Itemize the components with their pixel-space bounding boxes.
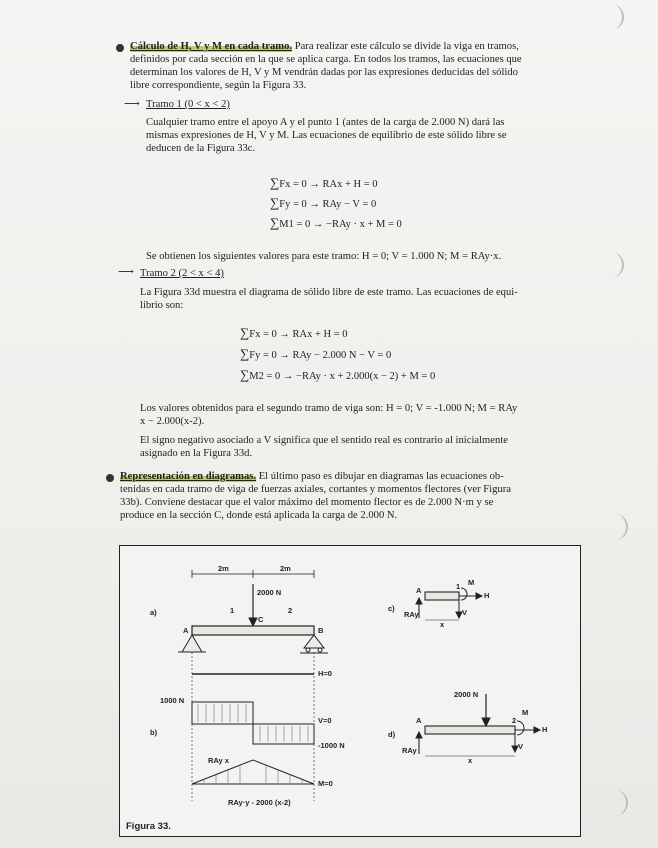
arrow-icon: ⟶ xyxy=(118,266,134,278)
fbd-label: M xyxy=(522,708,529,717)
tramo2-note: asignado en la Figura 33d. xyxy=(140,448,253,459)
point-label: C xyxy=(258,615,264,624)
tramo2-result: Los valores obtenidos para el segundo tramo de viga son: H = 0; V = -1.000 N; M = RAy xyxy=(140,403,518,414)
fbd-label: RAy xyxy=(404,610,419,619)
support-a xyxy=(182,635,202,652)
tramo1-title: Tramo 1 (0 < x < 2) xyxy=(146,99,230,110)
section1-heading: Cálculo de H, V y M en cada tramo. xyxy=(130,41,293,52)
section1-line: libre correspondiente, según la Figura 33. xyxy=(130,80,307,91)
figure-33 xyxy=(119,545,581,837)
point-label: 1 xyxy=(230,606,235,615)
section2-paragraph xyxy=(120,470,590,483)
tramo1-line: mismas expresiones de H, V y M. Las ecuaciones de equilibrio de este sólido libre se xyxy=(146,130,507,141)
fbd-c xyxy=(416,588,482,620)
fbd-label: A xyxy=(416,586,422,595)
section2-heading: Representación en diagramas. xyxy=(120,471,257,482)
section2-line: produce en la sección C, donde está aplicada la carga de 2.000 N. xyxy=(120,510,398,521)
tramo2-line: La Figura 33d muestra el diagrama de sólido libre de este tramo. Las ecuaciones de equi- xyxy=(140,287,518,298)
tramo1-equation: ∑M1 = 0 → −RAy · x + M = 0 xyxy=(270,215,402,230)
tramo2-equation: ∑M2 = 0 → −RAy · x + 2.000(x − 2) + M = 0 xyxy=(240,367,436,382)
diagram-label: M=0 xyxy=(318,779,333,788)
point-label: B xyxy=(318,626,324,635)
fbd-label: 1 xyxy=(456,582,461,591)
fbd-label: V xyxy=(462,608,468,617)
tramo2-line: librio son: xyxy=(140,300,184,311)
panel-label: a) xyxy=(150,608,157,617)
tramo2-note: El signo negativo asociado a V significa que el sentido real es contrario al inicialmente xyxy=(140,435,508,446)
load-label: 2000 N xyxy=(257,588,282,597)
section1-line: determinan los valores de H, V y M vendrán dadas por las expresiones deducidas del sólido xyxy=(130,67,518,78)
diagram-label: RAy x xyxy=(208,756,229,765)
fbd-label: x xyxy=(440,620,445,629)
dimension-label: 2m xyxy=(218,564,229,573)
shear-negative xyxy=(253,724,314,744)
fbd-label: 2 xyxy=(512,716,517,725)
point-label: 2 xyxy=(288,606,293,615)
binder-hole xyxy=(608,252,624,278)
support-b xyxy=(304,635,324,648)
panel-label: c) xyxy=(388,604,395,613)
fbd-label: H xyxy=(484,591,490,600)
diagram-label: V=0 xyxy=(318,716,332,725)
panel-label: d) xyxy=(388,730,396,739)
binder-hole xyxy=(612,790,628,816)
arrow-icon: ⟶ xyxy=(124,98,140,110)
diagram-label: H=0 xyxy=(318,669,332,678)
figure-caption: Figura 33. xyxy=(126,821,171,832)
shear-positive xyxy=(192,702,253,724)
tramo2-equation: ∑Fy = 0 → RAy − 2.000 N − V = 0 xyxy=(240,346,392,361)
tramo2-result: x − 2.000(x-2). xyxy=(140,416,205,427)
tramo1-equation: ∑Fy = 0 → RAy − V = 0 xyxy=(270,195,377,210)
fbd-label: V xyxy=(518,742,524,751)
tramo1-line: Cualquier tramo entre el apoyo A y el punto 1 (antes de la carga de 2.000 N) dará las xyxy=(146,117,505,128)
section2-line: 33b). Conviene destacar que el valor máximo del momento flector es de 2.000 N·m y se xyxy=(120,497,494,508)
fbd-label: H xyxy=(542,725,548,734)
section1-line: Para realizar este cálculo se divide la viga en tramos, xyxy=(294,41,519,52)
fbd-label: 2000 N xyxy=(454,690,479,699)
panel-label: b) xyxy=(150,728,158,737)
tramo1-line: deducen de la Figura 33c. xyxy=(146,143,256,154)
tramo2-equation: ∑Fx = 0 → RAx + H = 0 xyxy=(240,325,348,340)
fbd-label: M xyxy=(468,578,475,587)
bullet-icon xyxy=(106,474,114,482)
bullet-icon xyxy=(116,44,124,52)
beam-diagram xyxy=(120,546,580,836)
diagram-label: -1000 N xyxy=(318,741,345,750)
binder-hole xyxy=(612,514,628,540)
tramo2-title: Tramo 2 (2 < x < 4) xyxy=(140,268,224,279)
section1-paragraph xyxy=(130,40,590,53)
dimension-label: 2m xyxy=(280,564,291,573)
tramo1-result: Se obtienen los siguientes valores para este tramo: H = 0; V = 1.000 N; M = RAy·x. xyxy=(146,251,502,262)
diagram-label: 1000 N xyxy=(160,696,185,705)
fbd-label: RAy xyxy=(402,746,417,755)
beam xyxy=(192,626,314,635)
section2-line: El último paso es dibujar en diagramas las ecuaciones ob- xyxy=(258,471,504,482)
tramo1-equation: ∑Fx = 0 → RAx + H = 0 xyxy=(270,175,378,190)
fbd-label: A xyxy=(416,716,422,725)
fbd-label: x xyxy=(468,756,473,765)
diagram-label: RAy·y - 2000 (x-2) xyxy=(228,798,291,807)
section2-line: tenidas en cada tramo de viga de fuerzas axiales, cortantes y momentos flectores (ver Figura xyxy=(120,484,511,495)
binder-hole xyxy=(608,4,624,30)
section1-line: definidos por cada sección en la que se aplica carga. En todos los tramos, las ecuaciones que xyxy=(130,54,522,65)
point-label: A xyxy=(183,626,189,635)
beam-a xyxy=(178,570,328,801)
